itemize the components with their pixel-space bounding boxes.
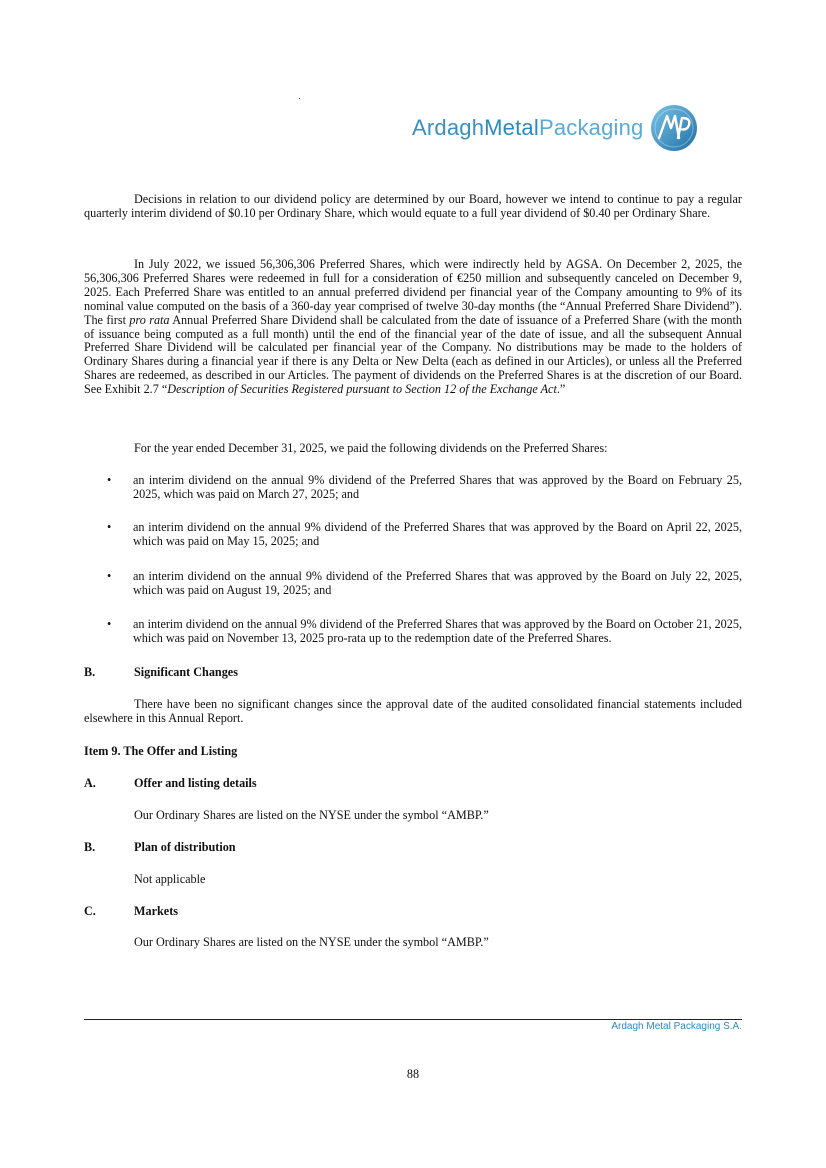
plan-of-distribution-text: Not applicable [134,872,206,886]
bullet-icon: • [107,473,112,487]
logo-word-packaging: Packaging [538,115,644,140]
subsection-c-heading [84,905,178,919]
preferred-shares-text-1: In July 2022, we issued 56,306,306 Preferred Shares, which were indirectly held by AGSA. On December 2, 2025, the 56,306,306 Preferred Shares were redeemed in full for a consideration of €250 million and subsequently canceled on December 9, 2025. Each Preferred Share was entitled to an annual preferred dividend per financial year of the Company amounting to 9% of its nominal value computed on the basis of a 360-day year comprised of twelve 30-day months (the “Annual Preferred Share Dividend”). The first [84,257,742,327]
subsection-b-heading [84,841,236,855]
list-item-text: an interim dividend on the annual 9% dividend of the Preferred Shares that was approved by the Board on April 22, 2025, which was paid on May 15, 2025; and [133,520,742,548]
significant-changes-paragraph: There have been no significant changes since the approval date of the audited consolidated financial statements included elsewhere in this Annual Report. [84,697,742,725]
markets-text: Our Ordinary Shares are listed on the NYSE under the symbol “AMBP.” [134,935,489,949]
bullet-icon: • [107,520,112,534]
subsection-b-letter: B. [84,840,96,854]
stray-mark [299,98,300,99]
subsection-a-title: Offer and listing details [134,776,257,790]
section-b-letter: B. [84,665,96,679]
logo-wordmark [412,115,644,141]
preferred-shares-text-3: .” [556,382,566,397]
dividends-paid-intro: For the year ended December 31, 2025, we paid the following dividends on the Preferred Shares: [134,441,608,455]
listing-details-text: Our Ordinary Shares are listed on the NYSE under the symbol “AMBP.” [134,808,489,822]
footer-divider [84,1019,742,1020]
logo-word-ardagh: Ardagh [412,115,485,140]
section-b-title: Significant Changes [134,665,238,679]
subsection-b-title: Plan of distribution [134,840,236,854]
exhibit-title-italic: Description of Securities Registered pursuant to Section 12 of the Exchange Act [167,382,557,397]
list-item-text: an interim dividend on the annual 9% dividend of the Preferred Shares that was approved by the Board on October 21, 2025, which was paid on November 13, 2025 pro-rata up to the redemption date of the Preferred Shares. [133,617,742,645]
logo-word-metal: Metal [484,115,539,140]
footer-company-name: Ardagh Metal Packaging S.A. [611,1021,742,1032]
item-9-heading: Item 9. The Offer and Listing [84,744,238,758]
list-item-text: an interim dividend on the annual 9% dividend of the Preferred Shares that was approved by the Board on February 25, 2025, which was paid on March 27, 2025; and [133,473,742,501]
bullet-icon: • [107,569,112,583]
section-b-heading [84,666,238,680]
page-number: 88 [406,1067,420,1081]
subsection-a-letter: A. [84,776,96,790]
subsection-c-letter: C. [84,904,96,918]
preferred-shares-paragraph [84,258,742,397]
subsection-c-title: Markets [134,904,178,918]
subsection-a-heading [84,777,257,791]
company-logo [412,102,698,154]
preferred-shares-text-2: Annual Preferred Share Dividend shall be calculated from the date of issuance of a Preferred Share (with the month of issuance being computed as a full month) until the end of the financial year of the date of issue, and all the subsequent Annual Preferred Share Dividend will be calculated per financial year of the Company. No distributions may be made to the holders of Ordinary Shares during a financial year if there is any Delta or New Delta (each as defined in our Articles), or unless all the Preferred Shares are redeemed, as described in our Articles. The payment of dividends on the Preferred Shares is at the discretion of our Board. See Exhibit 2.7 “ [84,312,742,397]
dividend-policy-paragraph: Decisions in relation to our dividend policy are determined by our Board, however we intend to continue to pay a regular quarterly interim dividend of $0.10 per Ordinary Share, which would equate to a full year dividend of $0.40 per Ordinary Share. [84,192,742,220]
amp-emblem-icon [650,104,698,152]
list-item-text: an interim dividend on the annual 9% dividend of the Preferred Shares that was approved by the Board on July 22, 2025, which was paid on August 19, 2025; and [133,569,742,597]
bullet-icon: • [107,617,112,631]
pro-rata-italic: pro rata [129,312,170,327]
